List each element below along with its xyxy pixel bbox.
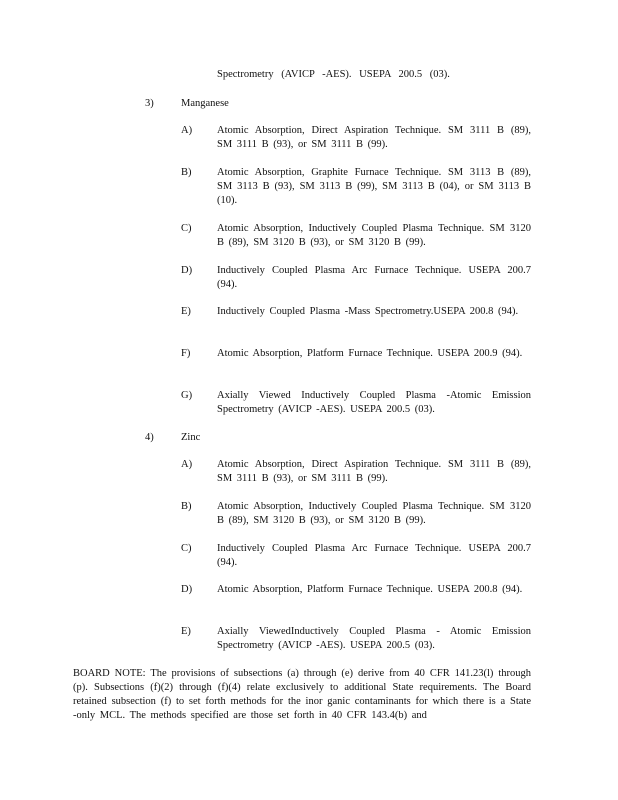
item-letter: E)	[181, 306, 191, 317]
section-number: 3)	[145, 98, 154, 109]
item-text: Atomic Absorption, Platform Furnace Technique. USEPA 200.9 (94).	[217, 348, 523, 359]
item-text: Inductively Coupled Plasma -Mass Spectrometry.USEPA 200.8 (94).	[217, 306, 519, 317]
item-letter: C)	[181, 223, 192, 234]
item-text: Atomic Absorption, Inductively Coupled Plasma Technique. SM 3120 B (89), SM 3120 B (93), or SM 3120 B (99).	[217, 501, 531, 526]
item-text: Atomic Absorption, Platform Furnace Technique. USEPA 200.8 (94).	[217, 584, 523, 595]
item-letter: A)	[181, 125, 193, 136]
item-letter: B)	[181, 167, 192, 178]
section-number: 4)	[145, 432, 154, 443]
item-letter: D)	[181, 265, 193, 276]
item-letter: G)	[181, 390, 193, 401]
item-text: Axially ViewedInductively Coupled Plasma - Atomic Emission Spectrometry (AVICP -AES). USEPA 200.5 (03).	[217, 626, 531, 651]
section-title: Manganese	[181, 98, 229, 109]
item-letter: D)	[181, 584, 193, 595]
item-letter: C)	[181, 543, 192, 554]
item-letter: A)	[181, 459, 193, 470]
continuation-text: Spectrometry (AVICP -AES). USEPA 200.5 (03).	[217, 69, 450, 80]
item-text: Atomic Absorption, Direct Aspiration Technique. SM 3111 B (89), SM 3111 B (93), or SM 3111 B (99).	[217, 125, 531, 150]
item-text: Inductively Coupled Plasma Arc Furnace Technique. USEPA 200.7 (94).	[217, 543, 531, 568]
item-text: Axially Viewed Inductively Coupled Plasma -Atomic Emission Spectrometry (AVICP -AES). USEPA 200.5 (03).	[217, 390, 531, 415]
item-text: Atomic Absorption, Inductively Coupled Plasma Technique. SM 3120 B (89), SM 3120 B (93), or SM 3120 B (99).	[217, 223, 531, 248]
item-letter: B)	[181, 501, 192, 512]
item-letter: F)	[181, 348, 191, 359]
item-text: Atomic Absorption, Graphite Furnace Technique. SM 3113 B (89), SM 3113 B (93), SM 3113 B (99), SM 3113 B (04), or SM 3113 B (10).	[217, 167, 531, 206]
item-text: Atomic Absorption, Direct Aspiration Technique. SM 3111 B (89), SM 3111 B (93), or SM 3111 B (99).	[217, 459, 531, 484]
item-text: Inductively Coupled Plasma Arc Furnace Technique. USEPA 200.7 (94).	[217, 265, 531, 290]
board-note: BOARD NOTE: The provisions of subsections (a) through (e) derive from 40 CFR 141.23(l) through (p). Subsections (f)(2) through (f)(4) relate exclusively to additional State requirements. The Board retained subsection (f) to set forth methods for the inor ganic contaminants for which there is a State -only MCL. The methods specified are those set forth in 40 CFR 143.4(b) and	[73, 668, 531, 721]
item-letter: E)	[181, 626, 191, 637]
section-title: Zinc	[181, 432, 201, 443]
